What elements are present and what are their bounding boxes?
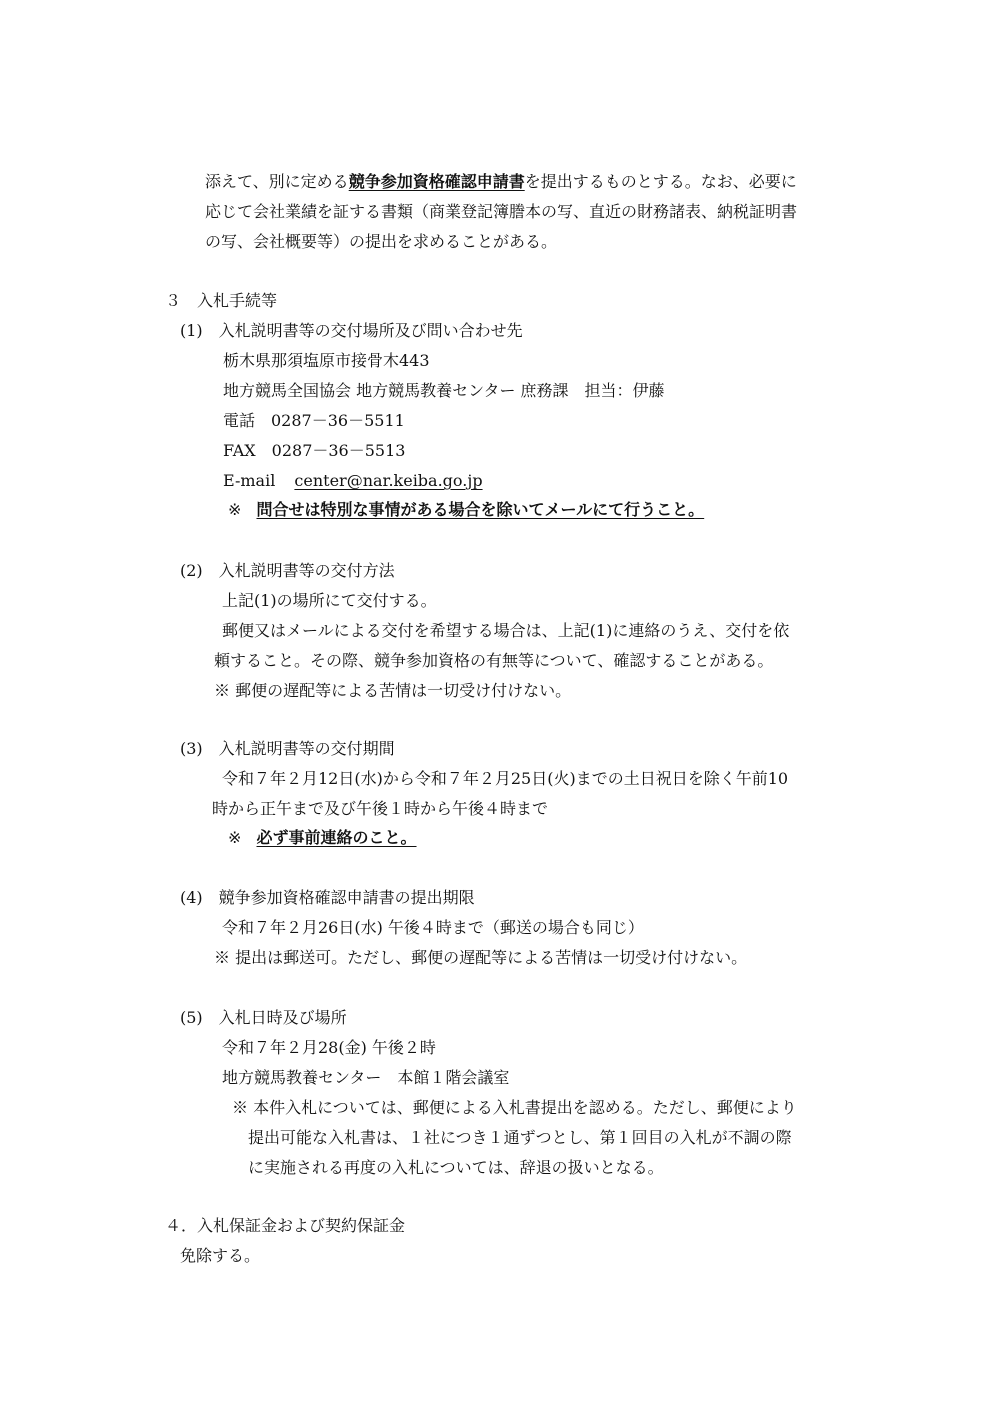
contact-email-line [223,471,483,491]
item-5-heading: (5) 入札日時及び場所 [180,1008,347,1027]
item-2-line-3: 頼すること。その際、競争参加資格の有無等について、確認することがある。 [214,651,774,670]
intro-line-1-b: を提出するものとする。なお、必要に [524,172,797,191]
item-2-line-2: 郵便又はメールによる交付を希望する場合は、上記(1)に連絡のうえ、交付を依 [222,621,790,640]
item-2-note: ※ 郵便の遅配等による苦情は一切受け付けない。 [214,681,572,700]
application-form-name: 競争参加資格確認申請書 [348,172,525,191]
contact-organization: 地方競馬全国協会 地方競馬教養センター 庶務課 担当：伊藤 [223,381,665,400]
email-link[interactable]: center@nar.keiba.go.jp [294,471,483,490]
item-3-note [228,828,417,848]
item-5-note-line-2: 提出可能な入札書は、１社につき１通ずつとし、第１回目の入札が不調の際 [248,1128,792,1147]
item-2-line-1: 上記(1)の場所にて交付する。 [222,591,437,610]
item-3-heading: (3) 入札説明書等の交付期間 [180,739,395,758]
item-5-line-2: 地方競馬教養センター 本館１階会議室 [222,1068,510,1087]
intro-line-1 [205,172,797,192]
item-5-note-line-1: ※ 本件入札については、郵便による入札書提出を認める。ただし、郵便により [232,1098,797,1117]
section-4-body: 免除する。 [180,1246,261,1265]
contact-note-text: 問合せは特別な事情がある場合を除いてメールにて行うこと。 [256,500,705,519]
item-2-heading: (2) 入札説明書等の交付方法 [180,561,395,580]
item-5-line-1: 令和７年２月28(金) 午後２時 [222,1038,436,1057]
contact-phone: 電話 0287－36－5511 [223,411,405,430]
contact-note [228,500,704,520]
contact-fax: FAX 0287－36－5513 [223,441,406,460]
intro-line-3: の写、会社概要等）の提出を求めることがある。 [205,232,558,251]
item-4-note: ※ 提出は郵送可。ただし、郵便の遅配等による苦情は一切受け付けない。 [214,948,748,967]
contact-address: 栃木県那須塩原市接骨木443 [223,351,430,370]
intro-line-2: 応じて会社業績を証する書類（商業登記簿謄本の写、直近の財務諸表、納税証明書 [205,202,798,221]
note-mark: ※ [228,828,242,847]
item-3-note-text: 必ず事前連絡のこと。 [256,828,417,847]
section-4-heading: ４．入札保証金および契約保証金 [165,1216,406,1235]
item-1-heading: (1) 入札説明書等の交付場所及び問い合わせ先 [180,321,523,340]
item-3-line-2: 時から正午まで及び午後１時から午後４時まで [212,799,549,818]
item-5-note-line-3: に実施される再度の入札については、辞退の扱いとなる。 [248,1158,664,1177]
email-label: E-mail [223,471,276,490]
note-mark: ※ [228,500,242,519]
item-4-line-1: 令和７年２月26日(水) 午後４時まで（郵送の場合も同じ） [222,918,644,937]
intro-line-1-a: 添えて、別に定める [205,172,349,191]
section-3-heading: ３ 入札手続等 [165,291,278,310]
item-3-line-1: 令和７年２月12日(水)から令和７年２月25日(火)までの土日祝日を除く午前10 [222,769,789,788]
item-4-heading: (4) 競争参加資格確認申請書の提出期限 [180,888,475,907]
